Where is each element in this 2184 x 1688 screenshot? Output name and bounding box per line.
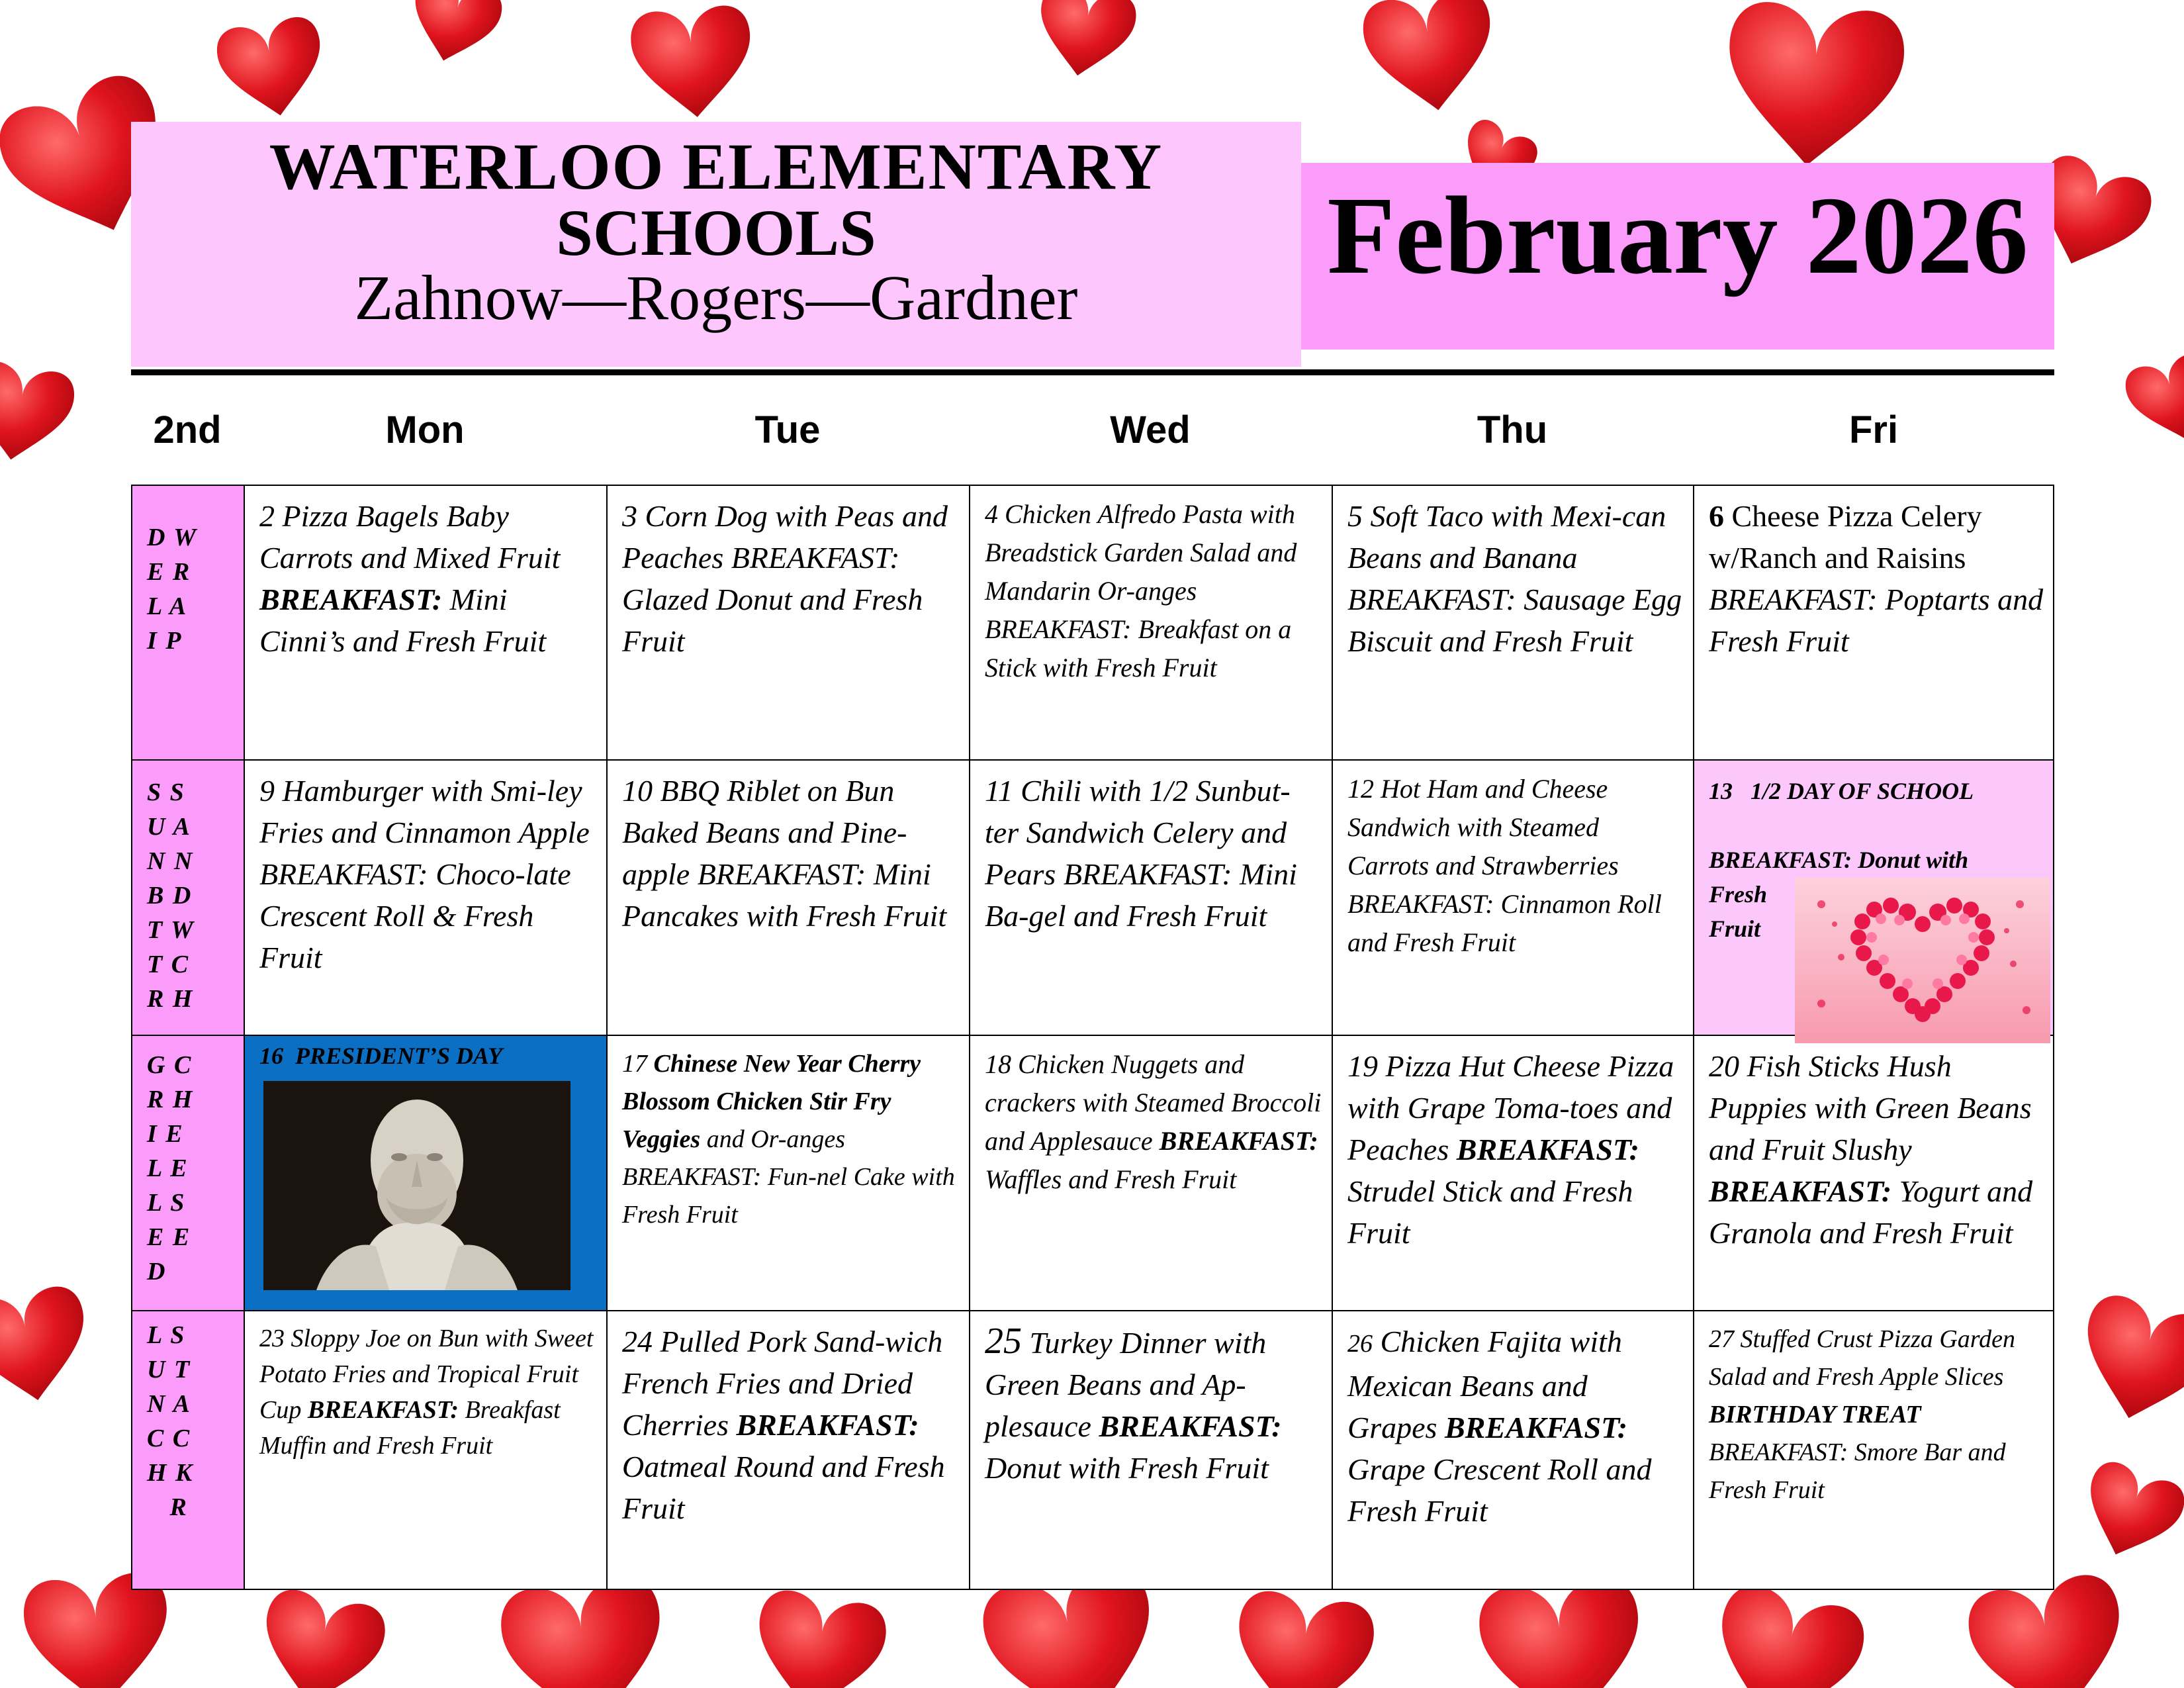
side-label-cell xyxy=(131,1310,245,1590)
breakfast-label: BREAKFAST: xyxy=(1709,1174,1892,1208)
breakfast-label: BREAKFAST: xyxy=(736,1408,919,1442)
day-text xyxy=(985,770,1322,937)
lunch-menu-highlight: Cherry Blossom Chicken Stir Fry Veggies xyxy=(622,1050,921,1153)
breakfast-menu: Donut with Fresh Fruit xyxy=(985,1451,1269,1485)
breakfast-menu: Yogurt and Granola and Fresh Fruit xyxy=(1709,1174,2033,1250)
breakfast-label: BREAKFAST: xyxy=(731,541,900,575)
day-number: 24 xyxy=(622,1325,653,1358)
heart-icon xyxy=(1359,0,1502,119)
day-number: 4 xyxy=(985,499,998,529)
day-number: 3 xyxy=(622,499,637,533)
day-cell-26 xyxy=(1332,1310,1694,1590)
header-2nd: 2nd xyxy=(153,408,222,451)
day-cell-18 xyxy=(969,1035,1333,1311)
breakfast-menu: Poptarts and Fresh Fruit xyxy=(1709,583,2044,658)
breakfast-line xyxy=(1709,843,2044,877)
breakfast-menu: Mini Ba-gel and Fresh Fruit xyxy=(985,857,1297,933)
breakfast-menu: Sausage Egg Biscuit and Fresh Fruit xyxy=(1347,583,1682,658)
half-day-label: 1/2 DAY OF SCHOOL xyxy=(1751,778,1974,804)
day-text xyxy=(985,1045,1322,1199)
breakfast-label: BREAKFAST: xyxy=(1159,1126,1318,1156)
breakfast-menu: Cinnamon Roll and Fresh Fruit xyxy=(1347,889,1662,957)
day-number: 19 xyxy=(1347,1049,1378,1083)
header-wed: Wed xyxy=(1110,408,1191,451)
day-text xyxy=(1347,495,1684,662)
header-thu: Thu xyxy=(1477,408,1548,451)
breakfast-menu: Smore Bar and Fresh Fruit xyxy=(1709,1438,2006,1504)
breakfast-menu: Donut with xyxy=(1858,847,1969,873)
lunch-menu: Pizza Hut Cheese Pizza with Grape Toma-toes and Peaches xyxy=(1347,1049,1674,1166)
side-label-cell xyxy=(131,485,245,761)
day-cell-25 xyxy=(969,1310,1333,1590)
lunch-menu: BBQ Riblet on Bun Baked Beans and Pine-apple xyxy=(622,774,907,891)
month-title: February 2026 xyxy=(1327,174,2028,297)
day-text xyxy=(985,495,1322,687)
breakfast-label: BREAKFAST: xyxy=(1709,583,1878,616)
header-tue: Tue xyxy=(754,408,821,451)
side-label: D W E R L A I P xyxy=(147,524,198,655)
day-cell-24 xyxy=(606,1310,970,1590)
day-cell-2 xyxy=(244,485,608,761)
day-number: 26 xyxy=(1347,1330,1373,1358)
side-label-cell xyxy=(131,1035,245,1311)
heart-icon xyxy=(251,1585,390,1688)
breakfast-label: BREAKFAST: xyxy=(1709,847,1852,873)
day-number: 2 xyxy=(259,499,275,533)
side-label-cell xyxy=(131,759,245,1036)
lunch-menu: Corn Dog with Peas and Peaches xyxy=(622,499,948,575)
day-number: 23 xyxy=(259,1325,285,1352)
side-label: L S U T N A C C H K R xyxy=(147,1321,194,1521)
lunch-menu: Turkey Dinner with Green Beans and Ap-plesauce xyxy=(985,1326,1267,1443)
day-text xyxy=(985,1321,1322,1489)
day-cell-23 xyxy=(244,1310,608,1590)
lunch-menu: Soft Taco with Mexi-can Beans and Banana xyxy=(1347,499,1666,575)
header-mon: Mon xyxy=(385,408,465,451)
day-text xyxy=(622,1321,960,1529)
lunch-menu: Hot Ham and Cheese Sandwich with Steamed Carrots and Strawberries xyxy=(1347,774,1619,880)
day-cell-20 xyxy=(1693,1035,2054,1311)
lunch-menu: Fish Sticks Hush Puppies with Green Beans and Fruit Slushy xyxy=(1709,1049,2032,1166)
day-text xyxy=(622,495,960,662)
school-names: Zahnow—Rogers—Gardner xyxy=(354,262,1078,333)
lincoln-statue-image xyxy=(263,1081,570,1290)
breakfast-menu: Strudel Stick and Fresh Fruit xyxy=(1347,1174,1633,1250)
heart-icon xyxy=(1227,1587,1378,1688)
day-cell-4 xyxy=(969,485,1333,761)
day-number: 16 xyxy=(259,1043,283,1069)
day-cell-9 xyxy=(244,759,608,1036)
day-cell-10 xyxy=(606,759,970,1036)
heart-icon xyxy=(629,3,757,122)
day-text xyxy=(1709,1321,2044,1509)
day-number: 10 xyxy=(622,774,653,808)
day-text xyxy=(259,495,597,662)
day-cell-12 xyxy=(1332,759,1694,1036)
heart-icon xyxy=(2121,350,2184,449)
school-title-line1: WATERLOO ELEMENTARY xyxy=(269,130,1163,203)
heart-icon xyxy=(401,0,506,72)
school-title-box xyxy=(131,122,1301,367)
day-cell-5 xyxy=(1332,485,1694,761)
heart-icon xyxy=(0,1283,97,1411)
heart-icon xyxy=(0,358,78,469)
breakfast-label: BREAKFAST: xyxy=(259,583,443,616)
breakfast-menu: Breakfast on a Stick with Fresh Fruit xyxy=(985,614,1292,682)
heart-icon xyxy=(213,14,331,124)
day-number: 25 xyxy=(985,1321,1022,1362)
breakfast-line: Fresh xyxy=(1709,881,1768,908)
menu-calendar-grid xyxy=(131,485,2054,1590)
lunch-menu: Sloppy Joe on Bun with Sweet Potato Fries and Tropical Fruit Cup xyxy=(259,1325,594,1424)
breakfast-label: BREAKFAST: xyxy=(1456,1133,1639,1166)
breakfast-menu: Grape Crescent Roll and Fresh Fruit xyxy=(1347,1452,1652,1528)
day-text xyxy=(259,770,597,978)
side-label: S S U A N N B D T W T C R H xyxy=(147,778,195,1013)
lunch-menu: Cheese Pizza Celery w/Ranch and Raisins xyxy=(1709,499,1982,575)
valentine-heart-image xyxy=(1795,878,2050,1043)
breakfast-line: Fruit xyxy=(1709,915,1761,942)
heart-icon xyxy=(2071,1456,2184,1571)
day-text xyxy=(622,1045,960,1234)
day-text xyxy=(259,1321,597,1464)
divider xyxy=(131,369,2054,375)
day-text xyxy=(1347,1045,1684,1254)
day-text xyxy=(259,1041,597,1070)
day-text xyxy=(1347,770,1684,962)
breakfast-label: BREAKFAST: xyxy=(985,614,1132,644)
heart-icon xyxy=(1030,0,1140,84)
day-text xyxy=(1347,1321,1684,1532)
heart-icon xyxy=(1700,1579,1870,1688)
lunch-menu: Hamburger with Smi-ley Fries and Cinnamon Apple xyxy=(259,774,590,849)
breakfast-label: BREAKFAST: xyxy=(1444,1411,1628,1444)
breakfast-label: BREAKFAST: xyxy=(1347,889,1494,919)
side-label: G C R H I E L E L S E E D xyxy=(147,1051,194,1286)
breakfast-menu: Oatmeal Round and Fresh Fruit xyxy=(622,1450,945,1525)
school-title-line2: SCHOOLS xyxy=(556,196,876,269)
day-number: 6 xyxy=(1709,499,1724,533)
breakfast-label: BREAKFAST: xyxy=(1063,857,1232,891)
day-number: 20 xyxy=(1709,1049,1739,1083)
breakfast-label: BREAKFAST: xyxy=(1709,1438,1848,1466)
lunch-menu: Chicken Nuggets and crackers with Steamed Broccoli and Applesauce xyxy=(985,1049,1322,1156)
heart-icon xyxy=(1476,1574,1649,1688)
lunch-menu: Chicken Fajita with Mexican Beans and Grapes xyxy=(1347,1325,1622,1444)
day-number: 5 xyxy=(1347,499,1363,533)
breakfast-label: BREAKFAST: xyxy=(259,857,428,891)
breakfast-label: BREAKFAST: xyxy=(1099,1409,1282,1443)
header-fri: Fri xyxy=(1848,408,1899,451)
holiday-title: Chinese New Year xyxy=(653,1050,842,1078)
weekday-header xyxy=(131,375,2054,485)
day-number: 13 xyxy=(1709,778,1733,804)
day-text xyxy=(1709,1045,2044,1254)
day-cell-6 xyxy=(1693,485,2054,761)
day-number: 11 xyxy=(985,774,1013,808)
day-number: 27 xyxy=(1709,1325,1734,1353)
lunch-menu: Chili with 1/2 Sunbut-ter Sandwich Celery and Pears xyxy=(985,774,1291,891)
breakfast-menu: Breakfast Muffin and Fresh Fruit xyxy=(259,1396,561,1460)
day-cell-16 xyxy=(244,1035,608,1311)
breakfast-menu: Mini Cinni’s and Fresh Fruit xyxy=(259,583,547,658)
heart-icon xyxy=(745,1586,891,1688)
lunch-menu: Pizza Bagels Baby Carrots and Mixed Fruit xyxy=(259,499,561,575)
heart-icon xyxy=(2068,1289,2184,1434)
day-cell-17 xyxy=(606,1035,970,1311)
lunch-menu: Stuffed Crust Pizza Garden Salad and Fresh Apple Slices xyxy=(1709,1325,2016,1391)
lunch-menu: Chicken Alfredo Pasta with Breadstick Garden Salad and Mandarin Or-anges xyxy=(985,499,1297,606)
breakfast-menu: Choco-late Crescent Roll & Fresh Fruit xyxy=(259,857,571,974)
breakfast-label: BREAKFAST: xyxy=(307,1396,459,1424)
day-number: 18 xyxy=(985,1049,1011,1079)
birthday-treat: BIRTHDAY TREAT xyxy=(1709,1401,1921,1429)
breakfast-label: BREAKFAST: xyxy=(1347,583,1516,616)
heart-icon xyxy=(1719,0,1907,173)
holiday-label: PRESIDENT’S DAY xyxy=(295,1043,503,1069)
breakfast-menu: Fun-nel Cake with Fresh Fruit xyxy=(622,1163,955,1229)
day-cell-3 xyxy=(606,485,970,761)
day-number: 9 xyxy=(259,774,275,808)
day-number: 17 xyxy=(622,1050,647,1078)
breakfast-menu: Glazed Donut and Fresh Fruit xyxy=(622,583,923,658)
day-number: 12 xyxy=(1347,774,1374,804)
breakfast-label: BREAKFAST: xyxy=(622,1163,762,1191)
day-text xyxy=(1709,495,2044,662)
breakfast-menu: Waffles and Fresh Fruit xyxy=(985,1164,1237,1194)
lunch-menu: and Or-anges xyxy=(706,1125,845,1153)
half-day-note xyxy=(1709,774,2044,808)
breakfast-menu: Mini Pancakes with Fresh Fruit xyxy=(622,857,947,933)
day-cell-19 xyxy=(1332,1035,1694,1311)
day-text xyxy=(622,770,960,937)
lunch-menu: Pulled Pork Sand-wich French Fries and Dried Cherries xyxy=(622,1325,943,1442)
day-cell-27 xyxy=(1693,1310,2054,1590)
month-box xyxy=(1301,163,2054,350)
breakfast-label: BREAKFAST: xyxy=(697,857,866,891)
day-cell-11 xyxy=(969,759,1333,1036)
